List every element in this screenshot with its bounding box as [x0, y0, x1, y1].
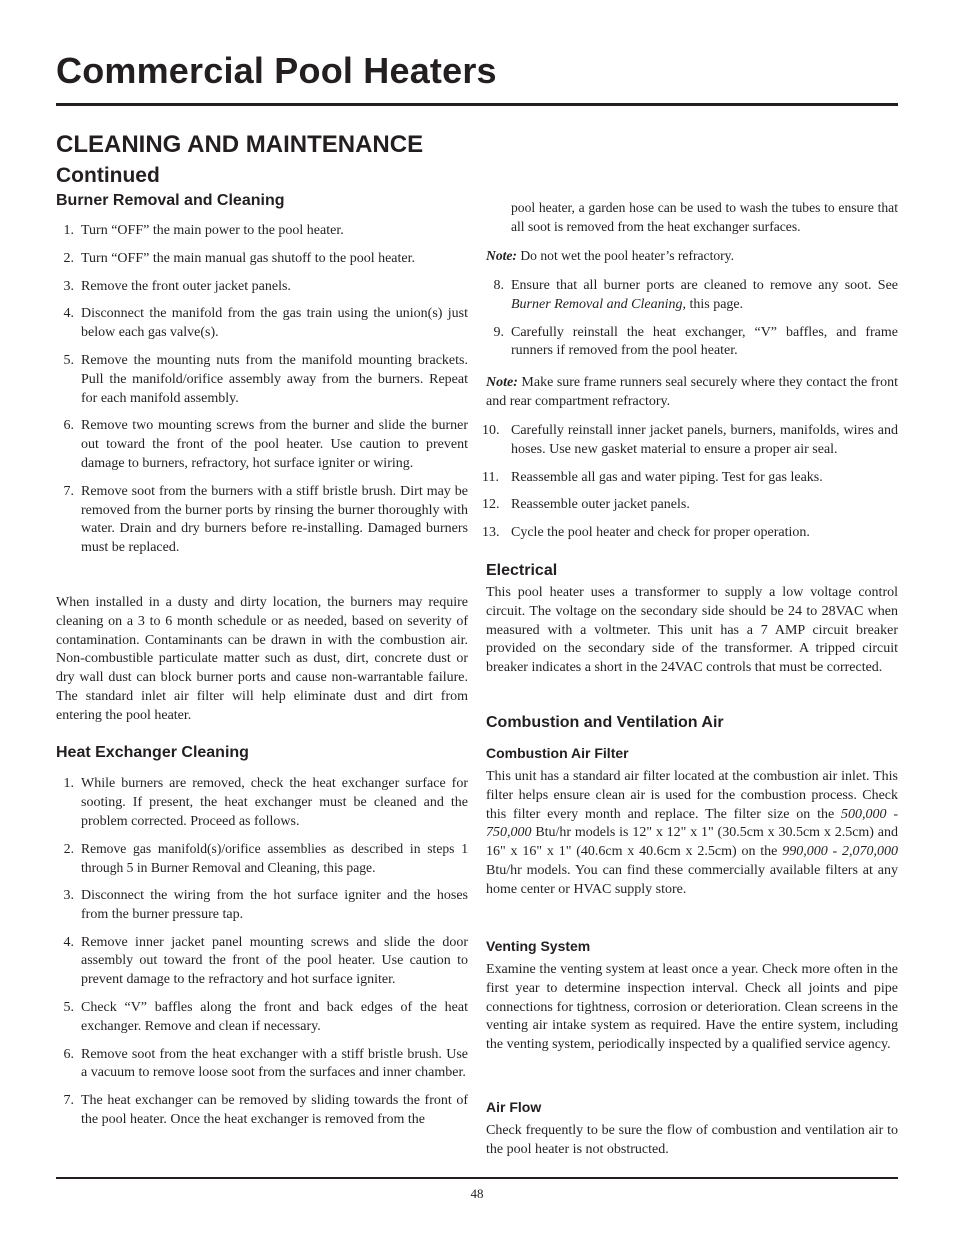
- bottom-rule: [56, 1177, 898, 1179]
- heat-exchanger-heading: Heat Exchanger Cleaning: [56, 744, 249, 761]
- step-number: 13.: [482, 525, 500, 541]
- step-number: 2.: [63, 250, 74, 266]
- list-item: [482, 422, 898, 460]
- step-number: 4.: [63, 306, 74, 322]
- heat-exchanger-steps-8-9: [486, 277, 898, 361]
- note-refractory: [486, 247, 898, 266]
- heat-exchanger-steps-list: [56, 775, 468, 1130]
- list-item: [56, 483, 468, 558]
- step-number: 8.: [493, 278, 504, 293]
- step-number: 1.: [63, 776, 74, 791]
- section-title: [56, 130, 476, 191]
- list-item: [482, 496, 898, 515]
- step-number: 5.: [63, 999, 74, 1015]
- step-number: 2.: [63, 841, 74, 857]
- heat-exchanger-steps-10-13: [482, 422, 898, 543]
- step-text: Carefully reinstall the heat exchanger, “V” baffles, and frame runners if removed from the pool heater.: [511, 324, 898, 359]
- step-text: While burners are removed, check the heat exchanger surface for sooting. If present, the heat exchanger must be cleaned and the problem corrected. Proceed as follows.: [81, 776, 468, 829]
- step-number: 7.: [63, 483, 74, 499]
- step-number: 6.: [63, 418, 74, 434]
- step-text: Cycle the pool heater and check for proper operation.: [511, 525, 810, 541]
- step-number: 4.: [63, 934, 74, 950]
- step-text: Ensure that all burner ports are cleaned to remove any soot. See: [511, 278, 898, 293]
- step-text-emphasis: Burner Removal and Cleaning: [511, 296, 683, 312]
- step-text: The heat exchanger can be removed by sliding towards the front of the pool heater. Once the heat exchanger is removed from the: [81, 1093, 468, 1127]
- list-item: [482, 524, 898, 543]
- step-text: Carefully reinstall inner jacket panels, burners, manifolds, wires and hoses. Use new gasket material to ensure a proper air seal.: [511, 423, 898, 457]
- electrical-heading: Electrical: [486, 562, 558, 579]
- paragraph-text: Btu/hr models is 12" x 12" x 1" (30.5cm x 30.5cm x 2.5cm) and 16" x 16" x 1" (40.6cm x 40.6cm x 2.5cm) on the: [486, 825, 898, 860]
- combustion-ventilation-heading: Combustion and Ventilation Air: [486, 714, 724, 731]
- note-frame-runners: [486, 374, 898, 412]
- model-range-emphasis: 500,000 - 750,000: [486, 806, 898, 841]
- list-item: [56, 305, 468, 343]
- list-item: [56, 352, 468, 408]
- step-number: 3.: [63, 887, 74, 903]
- step-text: Remove inner jacket panel mounting screws and slide the door assembly out toward the front of the pool heater. Use caution to prevent damage to the refractory and hot surface igniter.: [81, 934, 468, 988]
- step-text: Disconnect the manifold from the gas train using the union(s) just below each gas valve(s).: [81, 306, 468, 341]
- list-item: [482, 469, 898, 488]
- note-label: Note:: [486, 248, 517, 263]
- air-flow-heading: Air Flow: [486, 1099, 542, 1115]
- step-text: Remove the mounting nuts from the manifold mounting brackets. Pull the manifold/orifice assembly away from the burners. Repeat for each manifold assembly.: [81, 352, 468, 406]
- list-item: [56, 278, 468, 297]
- model-range-emphasis: 990,000 - 2,070,000: [782, 844, 898, 860]
- note-text: Do not wet the pool heater’s refractory.: [516, 248, 734, 263]
- list-item: [56, 840, 468, 878]
- burner-removal-heading: Burner Removal and Cleaning: [56, 192, 285, 209]
- burner-contamination-paragraph: When installed in a dusty and dirty location, the burners may require cleaning on a 3 to 6 month schedule or as needed, based on severity of contamination. Contaminants can be drawn in with the combustion air. Non-combustible particulate matter such as dust, dirt, concrete dust or dry wall dust can block burner ports and cause non-warrantable failure. The standard inlet air filter will help eliminate dust and dirt from entering the pool heater.: [56, 595, 468, 723]
- step-text: Check “V” baffles along the front and back edges of the heat exchanger. Remove and clean if necessary.: [81, 999, 468, 1034]
- list-item: [486, 277, 898, 315]
- step-number: 12.: [482, 497, 500, 513]
- step-number: 11.: [482, 469, 499, 485]
- step-text: , this page.: [682, 296, 744, 312]
- burner-steps-list: [56, 222, 468, 558]
- list-item: [56, 887, 468, 925]
- step-text: Remove the front outer jacket panels.: [81, 278, 291, 294]
- step-number: 7.: [63, 1093, 74, 1109]
- air-flow-paragraph: Check frequently to be sure the flow of combustion and ventilation air to the pool heater is not obstructed.: [486, 1123, 898, 1157]
- step-text: Turn “OFF” the main manual gas shutoff to the pool heater.: [81, 250, 416, 266]
- section-title-suffix: Continued: [56, 164, 160, 187]
- list-item: [56, 775, 468, 831]
- paragraph-text: This unit has a standard air filter located at the combustion air inlet. This filter helps ensure clean air is used for the combustion process. Check this filter every month and replace. The filter size on the: [486, 769, 898, 822]
- note-label: Note:: [486, 375, 518, 390]
- step-number: 10.: [482, 423, 500, 438]
- list-item: [56, 250, 468, 269]
- step-number: 5.: [63, 352, 74, 368]
- step-text: Disconnect the wiring from the hot surface igniter and the hoses from the burner pressure tap.: [81, 887, 468, 922]
- top-rule: [56, 103, 898, 106]
- list-item: [56, 934, 468, 990]
- list-item: [56, 1092, 468, 1130]
- step-text: Reassemble all gas and water piping. Test for gas leaks.: [511, 469, 823, 485]
- step-text: Remove soot from the burners with a stiff bristle brush. Dirt may be removed from the burner ports by rinsing the burner thoroughly with water. Drain and dry burners before re-installing. Damaged burners must be replaced.: [81, 483, 468, 556]
- step-text: Remove gas manifold(s)/orifice assemblies as described in steps 1 through 5 in Burner Removal and Cleaning, this page.: [81, 841, 468, 876]
- paragraph-text: Btu/hr models. You can find these commercially available filters at any home center or HVAC supply store.: [486, 862, 898, 897]
- combustion-air-filter-heading: Combustion Air Filter: [486, 745, 629, 761]
- step-number: 1.: [63, 223, 74, 238]
- page-title: Commercial Pool Heaters: [56, 50, 497, 91]
- step-text: Reassemble outer jacket panels.: [511, 497, 690, 513]
- step7-continuation: pool heater, a garden hose can be used to wash the tubes to ensure that all soot is removed from the heat exchanger surfaces.: [511, 200, 898, 234]
- list-item: [56, 1046, 468, 1084]
- step-number: 9.: [493, 324, 504, 340]
- step-text: Turn “OFF” the main power to the pool heater.: [81, 223, 344, 238]
- combustion-air-filter-paragraph: [486, 768, 898, 900]
- step-text: Remove soot from the heat exchanger with a stiff bristle brush. Use a vacuum to remove loose soot from the surfaces and inner chamber.: [81, 1046, 468, 1081]
- step-text: Remove two mounting screws from the burner and slide the burner out toward the front of the pool heater. Use caution to prevent damage to burners, refractory, hot surface igniter or wiring.: [81, 418, 468, 471]
- venting-system-paragraph: Examine the venting system at least once a year. Check more often in the first year to determine inspection interval. Check all joints and pipe connections for tightness, corrosion or deterioration. Clean screens in the venting air intake system as required. Have the entire system, including the venting system, periodically inspected by a qualified service agency.: [486, 962, 898, 1053]
- page-number: 48: [470, 1186, 484, 1201]
- note-text: Make sure frame runners seal securely where they contact the front and rear compartment refractory.: [486, 375, 898, 409]
- step-number: 6.: [63, 1046, 74, 1062]
- list-item: [486, 324, 898, 362]
- electrical-paragraph: This pool heater uses a transformer to supply a low voltage control circuit. The voltage on the secondary side should be 24 to 28VAC when measured with a voltmeter. This unit has a 7 AMP circuit breaker provided on the secondary side of the transformer. A tripped circuit breaker indicates a short in the 24VAC controls that must be corrected.: [486, 585, 898, 676]
- list-item: [56, 999, 468, 1037]
- list-item: [56, 417, 468, 473]
- list-item: [56, 222, 468, 241]
- section-title-text: CLEANING AND MAINTENANCE: [56, 131, 424, 158]
- venting-system-heading: Venting System: [486, 938, 591, 954]
- step-number: 3.: [63, 278, 74, 294]
